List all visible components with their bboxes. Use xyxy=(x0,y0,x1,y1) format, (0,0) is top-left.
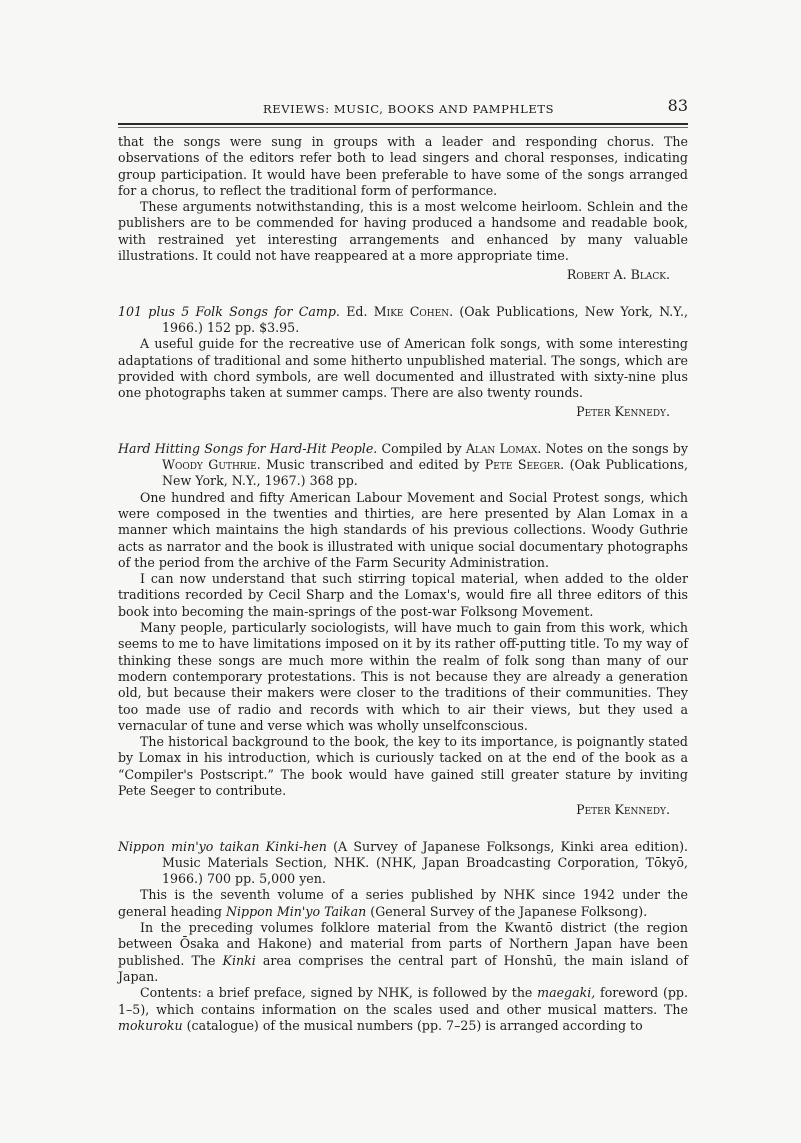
header-rule-thick xyxy=(118,123,688,125)
review-folk-songs-for-camp xyxy=(118,304,688,421)
paragraph: I can now understand that such stirring topical material, when added to the older traditions recorded by Cecil Sharp and the Lomax's, would fire all three editors of this book into becoming the main-springs of the post-war Folksong Movement. xyxy=(118,571,688,619)
page-body xyxy=(118,134,688,1034)
paragraph xyxy=(118,887,688,920)
book-title: Hard Hitting Songs for Hard-Hit People. xyxy=(118,440,378,456)
paragraph xyxy=(118,985,688,1034)
region-term: Kinki xyxy=(222,952,256,968)
notes-author: Woody Guthrie. xyxy=(162,457,261,473)
page-number: 83 xyxy=(667,96,688,115)
notes-label: Notes on the songs by xyxy=(545,440,688,456)
review-nippon-minyo-taikan xyxy=(118,839,688,1035)
term-mokuroku: mokuroku xyxy=(118,1017,183,1033)
review-citation xyxy=(118,839,688,888)
text-run: (General Survey of the Japanese Folksong). xyxy=(370,903,648,919)
text-run: area comprises the central part of Honshū, the main island of Japan. xyxy=(118,952,688,984)
review-citation xyxy=(118,304,688,337)
paragraph: A useful guide for the recreative use of American folk songs, with some interesting adaptations of traditional and some hitherto unpublished material. The songs, which are provided with chord symbols, are well documented and illustrated with sixty-nine plus one photographs taken at summer camps. There are also twenty rounds. xyxy=(118,336,688,401)
running-title: REVIEWS: MUSIC, BOOKS AND PAMPHLETS xyxy=(263,102,555,116)
term-maegaki: maegaki, xyxy=(537,985,596,1001)
text-run: foreword (pp. 1–5), which contains information on the scales used and other musical matters. The xyxy=(118,985,688,1017)
compiler-name: Alan Lomax. xyxy=(465,440,542,456)
publication-details: (Oak Publications, New York, N.Y., 1967.) 368 pp. xyxy=(162,457,688,489)
book-title: Nippon min'yo taikan Kinki-hen xyxy=(118,838,327,854)
header-rule-thin xyxy=(118,127,688,128)
review-hard-hitting-songs xyxy=(118,441,688,819)
editor-name: Mike Cohen. xyxy=(373,303,454,319)
page-header xyxy=(118,96,688,122)
book-title: 101 plus 5 Folk Songs for Camp. xyxy=(118,303,340,319)
review-continued xyxy=(118,134,688,284)
paragraph: Many people, particularly sociologists, will have much to gain from this work, which seems to me to have limitations imposed on it by its rather off-putting title. To my way of thinking these songs are much more within the realm of folk song than many of our modern contemporary protestations. This is not because they are already a generation old, but because their makers were closer to the traditions of their communities. They too made use of radio and records with which to air their views, but they used a vernacular of tune and verse which was wholly unselfconscious. xyxy=(118,620,688,733)
text-run: This is the seventh volume of a series published by NHK since 1942 under the general heading xyxy=(118,887,688,919)
reviewer-signature: Peter Kennedy. xyxy=(576,802,670,818)
editor-label: Ed. xyxy=(346,303,368,319)
series-title: Nippon Min'yo Taikan xyxy=(226,903,367,919)
paragraph: These arguments notwithstanding, this is a most welcome heirloom. Schlein and the publishers are to be commended for having produced a handsome and readable book, with restrained yet interesting arrangements and enhanced by many valuable illustrations. It could not have reappeared at a more appropriate time. xyxy=(118,199,688,264)
text-run: (catalogue) of the musical numbers (pp. 7–25) is arranged according to xyxy=(186,1017,643,1033)
paragraph xyxy=(118,920,688,985)
review-citation xyxy=(118,441,688,490)
paragraph: that the songs were sung in groups with a leader and responding chorus. The observations of the editors refer both to lead singers and choral responses, indicating group participation. It would have been preferable to have some of the songs arranged for a chorus, to reflect the traditional form of performance. xyxy=(118,134,688,198)
publication-details: (Oak Publications, New York, N.Y., 1966.) 152 pp. $3.95. xyxy=(162,303,688,335)
reviewer-signature: Robert A. Black. xyxy=(566,267,670,283)
paragraph: The historical background to the book, the key to its importance, is poignantly stated by Lomax in his introduction, which is curiously tacked on at the end of the book as a “Compiler's Postscript.” The book would have gained still greater stature by inviting Pete Seeger to contribute. xyxy=(118,734,688,798)
paragraph: One hundred and fifty American Labour Movement and Social Protest songs, which were composed in the twenties and thirties, are here presented by Alan Lomax in a manner which maintains the high standards of his previous collections. Woody Guthrie acts as narrator and the book is illustrated with unique social documentary photographs of the period from the archive of the Farm Security Administration. xyxy=(118,489,688,570)
reviewer-signature: Peter Kennedy. xyxy=(576,404,670,420)
compiled-label: Compiled by xyxy=(381,440,462,456)
text-run: Contents: a brief preface, signed by NHK, is followed by the xyxy=(140,985,533,1001)
publication-details: (A Survey of Japanese Folksongs, Kinki area edition). Music Materials Section, NHK. (NHK, Japan Broadcasting Corporation, Tōkyō, 1966.) 700 pp. 5,000 yen. xyxy=(162,838,688,887)
music-editor: Pete Seeger. xyxy=(484,457,565,473)
music-label: Music transcribed and edited by xyxy=(266,457,480,473)
text-run: In the preceding volumes folklore material from the Kwantō district (the region between Ōsaka and Hakone) and material from parts of Northern Japan have been published. The xyxy=(118,920,688,968)
